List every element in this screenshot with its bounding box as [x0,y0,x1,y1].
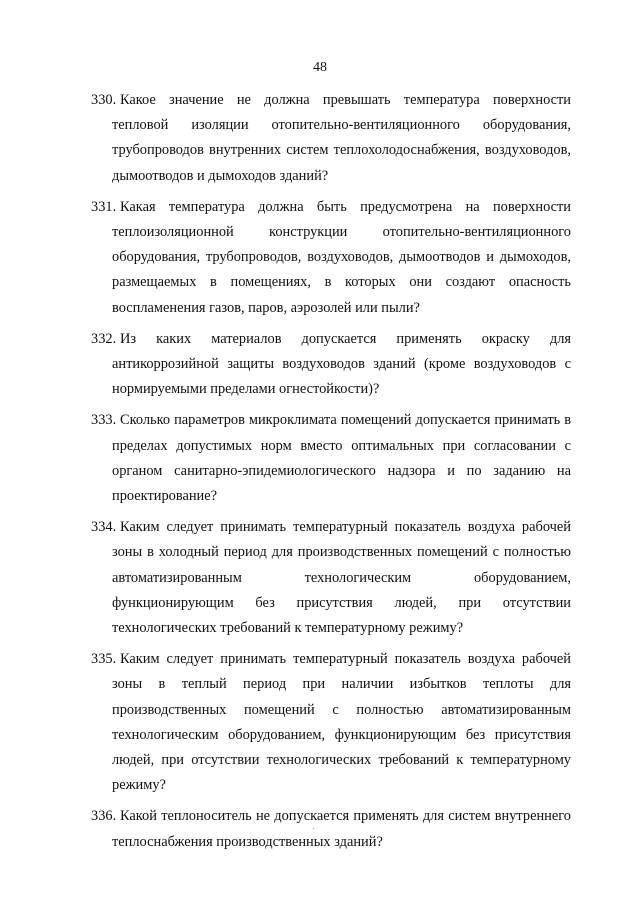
question-list [91,88,571,861]
question-text: Какой теплоноситель не допускается применять для систем внутреннего теплоснабжения производственных зданий? [112,808,571,850]
page-number: 48 [313,60,327,75]
question-number: 331. [91,198,117,215]
question-number: 334. [91,519,117,536]
question-text: Сколько параметров микроклимата помещений допускается принимать в пределах допустимых норм вместо оптимальных при согласовании с органом санитарно-эпидемиологического надзора и по заданию на проектирование? [112,412,571,505]
question-number: 336. [91,808,117,825]
question-number: 330. [91,92,117,108]
question-text: Какое значение не должна превышать температура поверхности тепловой изоляции отопительно-вентиляционного оборудования, трубопроводов внутренних систем теплохолодоснабжения, воздуховодов, дымоотводов и дымоходов зданий? [112,92,571,184]
question-item [91,647,571,798]
question-number: 335. [91,651,117,668]
question-item [91,804,571,854]
question-text: Каким следует принимать температурный показатель воздуха рабочей зоны в холодный период для производственных помещений с полностью автоматизированным технологическим оборудованием, функционирующим без присутствия людей, при отсутствии технологических требований к температурному режиму? [112,519,571,637]
question-number: 333. [91,412,117,429]
question-item [91,195,571,321]
scan-artifact [313,828,314,829]
question-item [91,88,571,189]
question-number: 332. [91,330,117,347]
question-item [91,515,571,641]
question-text: Из каких материалов допускается применять окраску для антикоррозийной защиты воздуховодов зданий (кроме воздуховодов с нормируемыми пределами огнестойкости)? [112,330,571,398]
question-text: Какая температура должна быть предусмотрена на поверхности теплоизоляционной конструкции отопительно-вентиляционного оборудования, трубопроводов, воздуховодов, дымоотводов и дымоходов, размещаемых в помещениях, в которых они создают опасность воспламенения газов, паров, аэрозолей или пыли? [112,198,571,316]
question-item [91,408,571,509]
question-text: Каким следует принимать температурный показатель воздуха рабочей зоны в теплый период при наличии избытков теплоты для производственных помещений с полностью автоматизированным технологическим оборудованием, функционирующим без присутствия людей, при отсутствии технологических требований к температурному режиму? [112,651,571,794]
question-item [91,327,571,403]
